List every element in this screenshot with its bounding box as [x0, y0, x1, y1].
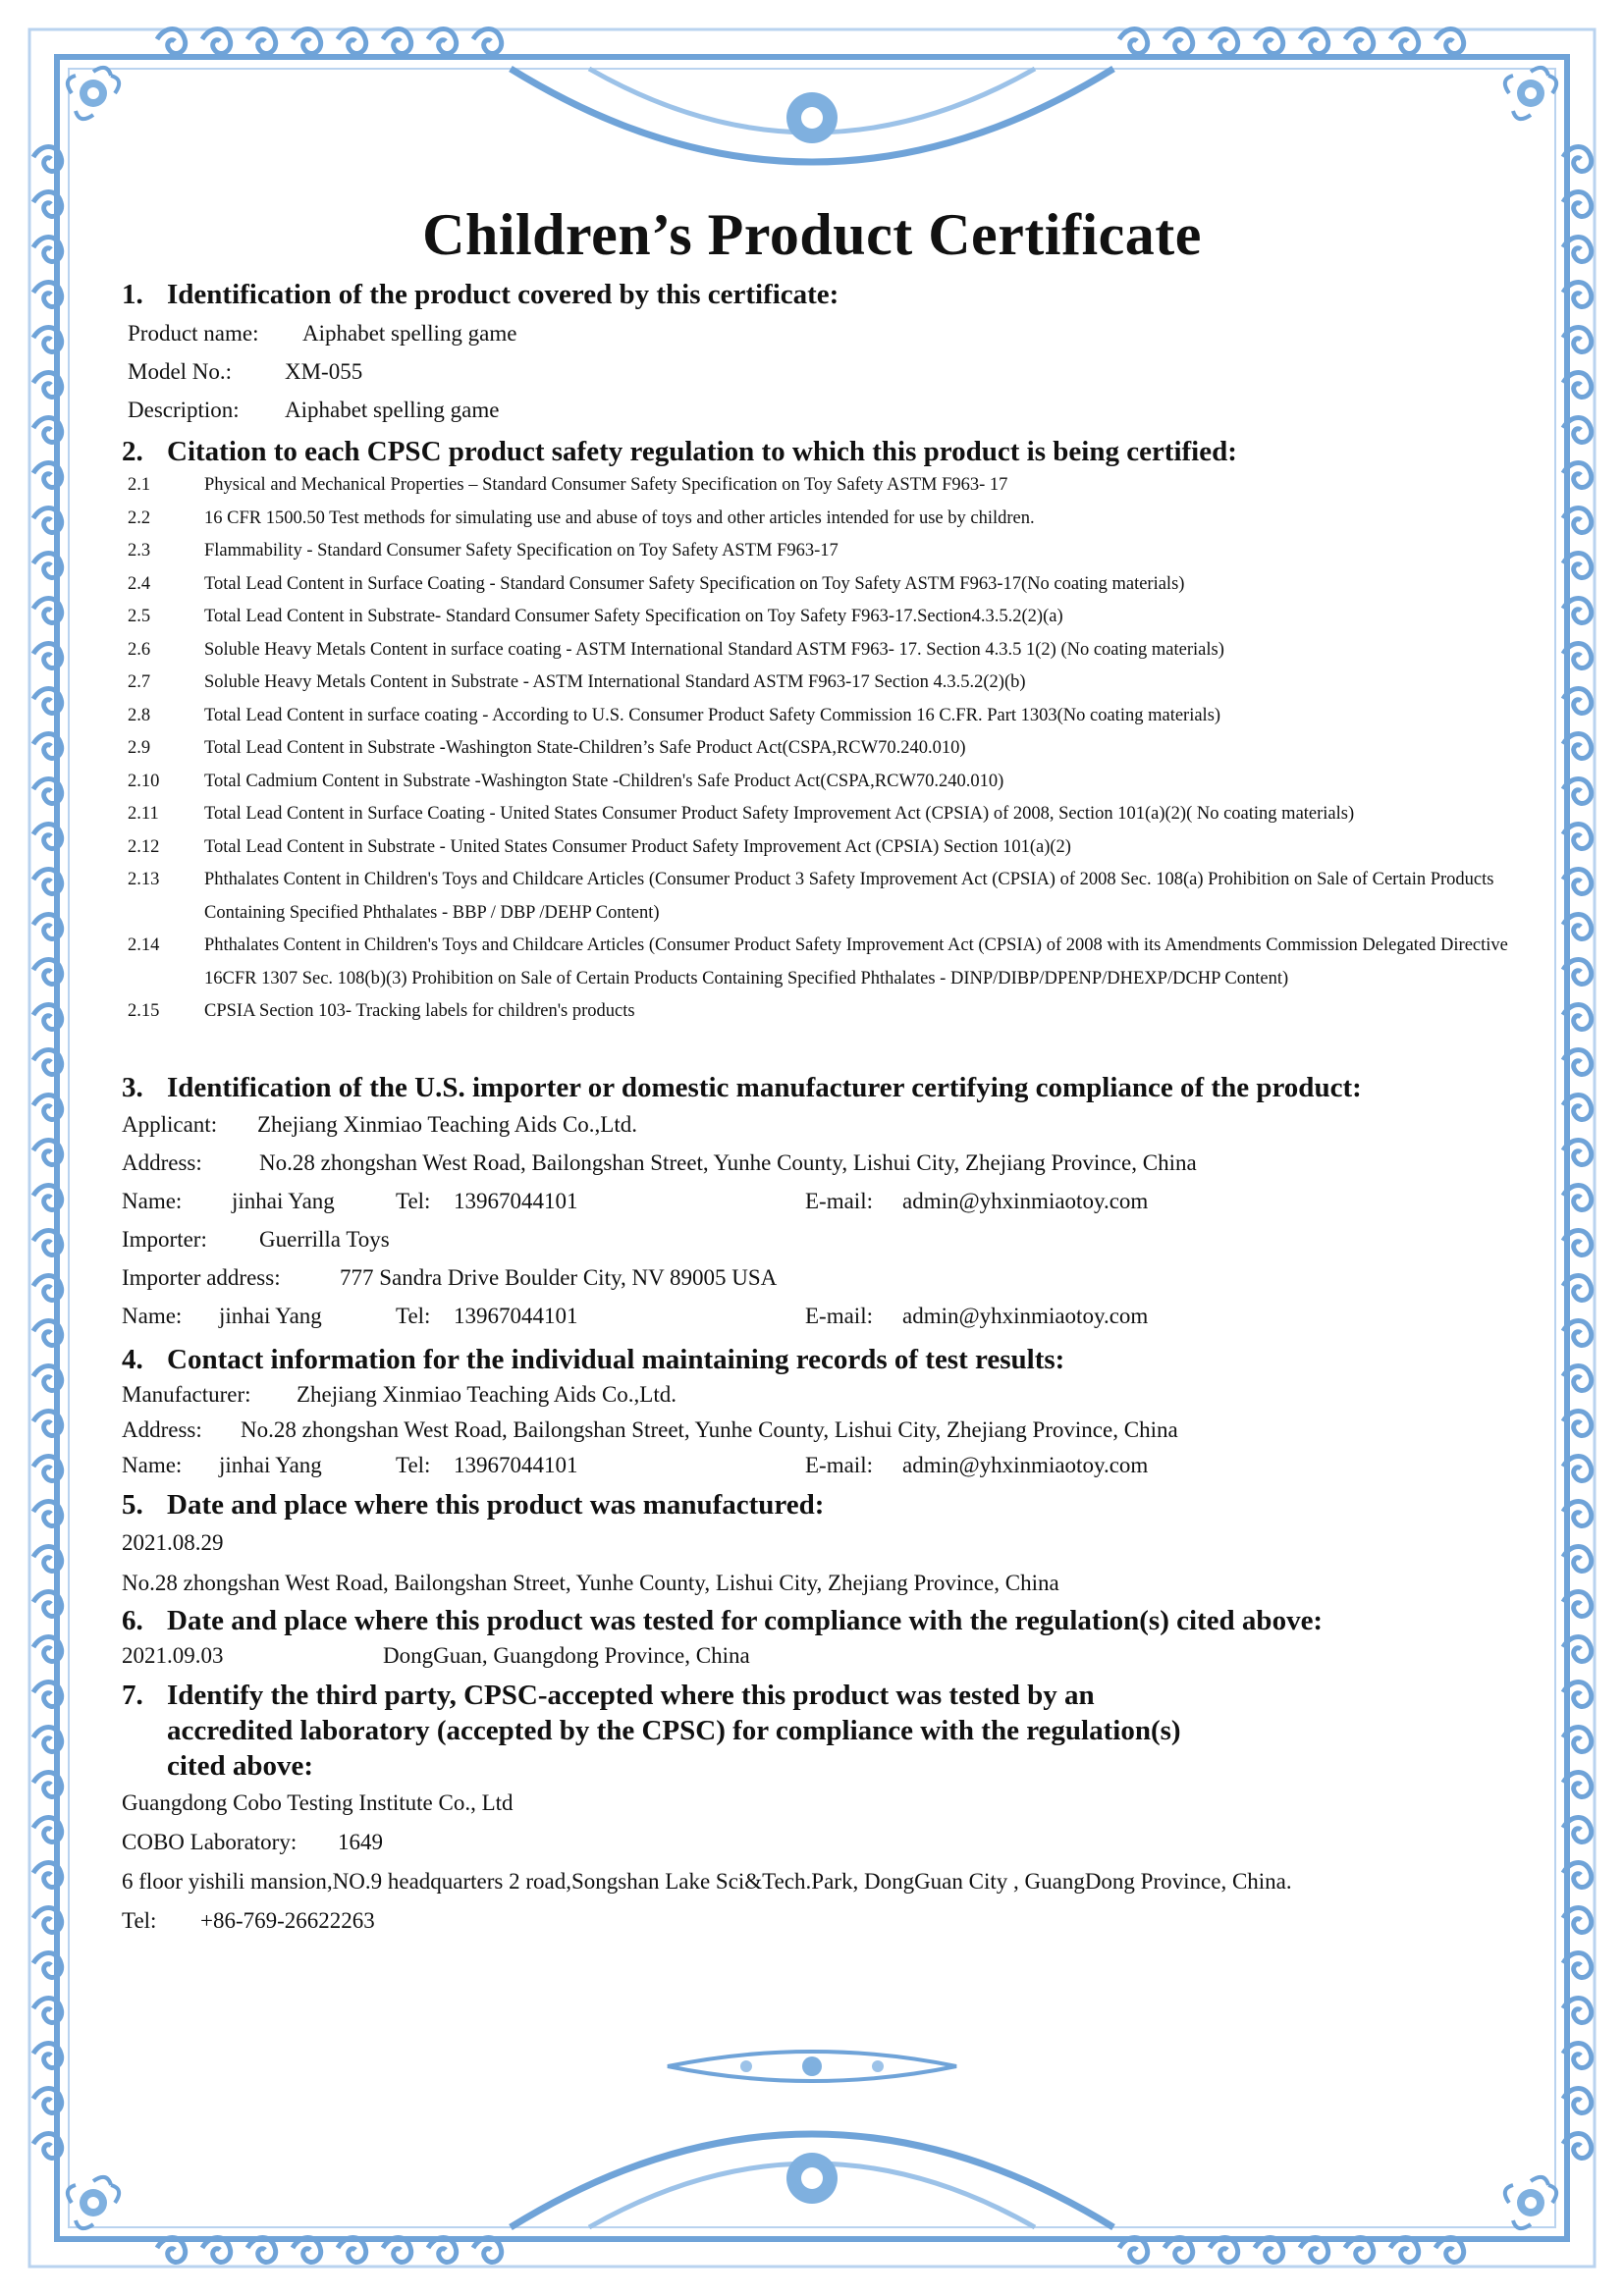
- description-label: Description:: [128, 398, 240, 422]
- certificate-title: Children’s Product Certificate: [422, 202, 1202, 267]
- importer-address-value: 777 Sandra Drive Boulder City, NV 89005 USA: [340, 1265, 778, 1290]
- regulation-list: [122, 469, 1516, 1029]
- importer-value: Guerrilla Toys: [259, 1227, 390, 1252]
- tel-value: +86-769-26622263: [200, 1908, 375, 1933]
- test-date: 2021.09.03: [122, 1643, 224, 1668]
- tel-value: 13967044101: [454, 1304, 578, 1328]
- applicant-label: Applicant:: [122, 1112, 218, 1137]
- regulation-number: 2.8: [128, 705, 151, 725]
- section-7: [122, 1678, 1516, 1941]
- name-value: jinhai Yang: [219, 1453, 322, 1477]
- address-label: Address:: [122, 1150, 202, 1175]
- email-value: admin@yhxinmiaotoy.com: [902, 1304, 1149, 1328]
- tel-label: Tel:: [396, 1453, 431, 1477]
- product-name-row: [122, 314, 1516, 352]
- regulation-item: [128, 831, 1516, 865]
- regulation-number: 2.11: [128, 804, 159, 824]
- regulation-number: 2.5: [128, 607, 151, 626]
- manufacturer-row: [122, 1377, 1516, 1413]
- email-value: admin@yhxinmiaotoy.com: [902, 1453, 1149, 1477]
- regulation-number: 2.15: [128, 1001, 160, 1021]
- regulation-item: [128, 930, 1516, 995]
- regulation-text: Total Lead Content in Substrate- Standard Consumer Safety Specification on Toy Safety F963-17.Section4.3.5.2(2)(a): [204, 607, 1063, 626]
- applicant-value: Zhejiang Xinmiao Teaching Aids Co.,Ltd.: [257, 1112, 637, 1137]
- section-1: [122, 277, 1516, 429]
- regulation-item: [128, 568, 1516, 602]
- regulation-text: 16 CFR 1500.50 Test methods for simulating use and abuse of toys and other articles intended for use by children.: [204, 507, 1035, 528]
- model-label: Model No.:: [128, 359, 233, 384]
- regulation-text: Soluble Heavy Metals Content in surface coating - ASTM International Standard ASTM F963- 17. Section 4.3.5 1(2) (No coating materials): [204, 639, 1224, 660]
- address-value: No.28 zhongshan West Road, Bailongshan Street, Yunhe County, Lishui City, Zhejiang Province, China: [241, 1417, 1178, 1442]
- regulation-item: [128, 634, 1516, 667]
- product-name-value: Aiphabet spelling game: [302, 321, 517, 346]
- model-value: XM-055: [285, 359, 363, 384]
- model-row: [122, 352, 1516, 391]
- cobo-row: [122, 1823, 1516, 1862]
- section-number: 4.: [122, 1344, 143, 1375]
- regulation-item: [128, 732, 1516, 766]
- regulation-text: Total Lead Content in Surface Coating - Standard Consumer Safety Specification on Toy Safety ASTM F963-17(No coating materials): [204, 573, 1185, 594]
- address-row: [122, 1413, 1516, 1448]
- regulation-text: Flammability - Standard Consumer Safety Specification on Toy Safety ASTM F963-17: [204, 541, 839, 561]
- tel-label: Tel:: [122, 1908, 157, 1933]
- section-2-heading: [122, 434, 1516, 469]
- regulation-item: [128, 864, 1516, 930]
- contact-row: [122, 1182, 1516, 1220]
- section-number: 1.: [122, 279, 143, 310]
- lab-tel-row: [122, 1901, 1516, 1941]
- importer-label: Importer:: [122, 1227, 207, 1252]
- name-label: Name:: [122, 1189, 183, 1213]
- address-row: [122, 1144, 1516, 1182]
- regulation-text: Phthalates Content in Children's Toys and Childcare Articles (Consumer Product Safety Improvement Act (CPSIA) of 2008 with its Amendments Commission Delegated Directive 16CFR 1307 Sec. 108(b)(3) Prohibition on Sale of Certain Products Containing Specified Phthalates - DINP/DIBP/DPENP/DHEXP/DCHP Content): [204, 935, 1508, 988]
- section-5: [122, 1487, 1516, 1603]
- section-2: [122, 434, 1516, 1029]
- email-value: admin@yhxinmiaotoy.com: [902, 1189, 1149, 1213]
- section-6: [122, 1603, 1516, 1674]
- regulation-number: 2.6: [128, 639, 151, 660]
- applicant-row: [122, 1105, 1516, 1144]
- section-number: 7.: [122, 1680, 143, 1711]
- tel-value: 13967044101: [454, 1453, 578, 1477]
- regulation-text: Total Cadmium Content in Substrate -Washington State -Children's Safe Product Act(CSPA,RCW70.240.010): [204, 771, 1004, 791]
- email-label: E-mail:: [805, 1189, 873, 1213]
- email-label: E-mail:: [805, 1304, 873, 1328]
- description-value: Aiphabet spelling game: [285, 398, 500, 422]
- regulation-text: CPSIA Section 103- Tracking labels for children's products: [204, 1001, 635, 1021]
- section-4: [122, 1342, 1516, 1483]
- product-name-label: Product name:: [128, 321, 259, 346]
- section-title: Citation to each CPSC product safety regulation to which this product is being certified:: [167, 436, 1237, 467]
- regulation-item: [128, 995, 1516, 1029]
- section-title: Identification of the U.S. importer or domestic manufacturer certifying compliance of the product:: [167, 1072, 1362, 1103]
- regulation-text: Total Lead Content in Substrate -Washington State-Children’s Safe Product Act(CSPA,RCW70.240.010): [204, 738, 966, 758]
- lab-address: 6 floor yishili mansion,NO.9 headquarters 2 road,Songshan Lake Sci&Tech.Park, DongGuan City , GuangDong Province, China.: [122, 1869, 1292, 1894]
- regulation-number: 2.14: [128, 935, 160, 955]
- regulation-item: [128, 601, 1516, 634]
- bottom-crest-ornament: [511, 2134, 1113, 2227]
- section-6-heading: [122, 1603, 1516, 1638]
- section-4-heading: [122, 1342, 1516, 1377]
- regulation-item: [128, 535, 1516, 568]
- regulation-number: 2.10: [128, 771, 160, 791]
- regulation-item: [128, 667, 1516, 700]
- top-crest-ornament: [511, 69, 1113, 162]
- section-3-heading: [122, 1070, 1516, 1105]
- regulation-item: [128, 700, 1516, 733]
- contact-row: [122, 1448, 1516, 1483]
- name-value: jinhai Yang: [219, 1304, 322, 1328]
- section-title: Identify the third party, CPSC-accepted where this product was tested by an accredited laboratory (accepted by the CPSC) for compliance with the regulation(s) cited above:: [167, 1680, 1181, 1782]
- regulation-item: [128, 469, 1516, 503]
- regulation-number: 2.7: [128, 672, 151, 692]
- section-number: 6.: [122, 1605, 143, 1636]
- regulation-number: 2.1: [128, 475, 151, 495]
- regulation-number: 2.4: [128, 573, 151, 594]
- regulation-number: 2.13: [128, 870, 160, 889]
- section-1-heading: [122, 277, 1516, 312]
- tel-label: Tel:: [396, 1189, 431, 1213]
- address-label: Address:: [122, 1417, 202, 1442]
- center-divider-ornament: [668, 2052, 956, 2081]
- regulation-text: Total Lead Content in Surface Coating - United States Consumer Product Safety Improvement Act (CPSIA) of 2008, Section 101(a)(2)( No coating materials): [204, 804, 1355, 824]
- section-number: 3.: [122, 1072, 143, 1103]
- manufacture-place: No.28 zhongshan West Road, Bailongshan Street, Yunhe County, Lishui City, Zhejiang Province, China: [122, 1571, 1059, 1595]
- regulation-text: Total Lead Content in Substrate - United States Consumer Product Safety Improvement Act (CPSIA) Section 101(a)(2): [204, 836, 1071, 857]
- section-number: 2.: [122, 436, 143, 467]
- section-number: 5.: [122, 1489, 143, 1521]
- regulation-text: Total Lead Content in surface coating - According to U.S. Consumer Product Safety Commission 16 C.FR. Part 1303(No coating materials): [204, 705, 1221, 725]
- importer-address-label: Importer address:: [122, 1265, 281, 1290]
- tel-value: 13967044101: [454, 1189, 578, 1213]
- test-date-place-row: [122, 1638, 1516, 1674]
- importer-contact-row: [122, 1297, 1516, 1335]
- importer-row: [122, 1220, 1516, 1258]
- tel-label: Tel:: [396, 1304, 431, 1328]
- name-label: Name:: [122, 1304, 183, 1328]
- manufacture-date: 2021.08.29: [122, 1530, 224, 1555]
- section-3: [122, 1070, 1516, 1335]
- test-place: DongGuan, Guangdong Province, China: [383, 1643, 750, 1668]
- section-7-heading: [122, 1678, 1516, 1784]
- regulation-item: [128, 503, 1516, 536]
- section-title: Identification of the product covered by this certificate:: [167, 279, 839, 310]
- address-value: No.28 zhongshan West Road, Bailongshan Street, Yunhe County, Lishui City, Zhejiang Province, China: [259, 1150, 1197, 1175]
- regulation-number: 2.2: [128, 507, 151, 528]
- regulation-item: [128, 766, 1516, 799]
- lab-name: Guangdong Cobo Testing Institute Co., Ltd: [122, 1790, 514, 1815]
- section-title: Contact information for the individual maintaining records of test results:: [167, 1344, 1065, 1375]
- manufacturer-label: Manufacturer:: [122, 1382, 251, 1407]
- cobo-label: COBO Laboratory:: [122, 1830, 298, 1854]
- cobo-id: 1649: [338, 1830, 383, 1854]
- regulation-text: Soluble Heavy Metals Content in Substrate - ASTM International Standard ASTM F963-17 Section 4.3.5.2(2)(b): [204, 672, 1026, 692]
- regulation-text: Phthalates Content in Children's Toys and Childcare Articles (Consumer Product 3 Safety Improvement Act (CPSIA) of 2008 Sec. 108(a) Prohibition on Sale of Certain Products Containing Specified Phthalates - BBP / DBP /DEHP Content): [204, 870, 1494, 923]
- regulation-item: [128, 798, 1516, 831]
- regulation-number: 2.12: [128, 836, 160, 857]
- name-label: Name:: [122, 1453, 183, 1477]
- importer-address-row: [122, 1258, 1516, 1297]
- regulation-number: 2.3: [128, 541, 151, 561]
- name-value: jinhai Yang: [232, 1189, 335, 1213]
- section-title: Date and place where this product was tested for compliance with the regulation(s) cited above:: [167, 1605, 1324, 1636]
- description-row: [122, 391, 1516, 429]
- email-label: E-mail:: [805, 1453, 873, 1477]
- manufacturer-value: Zhejiang Xinmiao Teaching Aids Co.,Ltd.: [297, 1382, 677, 1407]
- section-title: Date and place where this product was manufactured:: [167, 1489, 825, 1521]
- section-5-heading: [122, 1487, 1516, 1522]
- regulation-number: 2.9: [128, 738, 151, 758]
- regulation-text: Physical and Mechanical Properties – Standard Consumer Safety Specification on Toy Safety ASTM F963- 17: [204, 475, 1008, 495]
